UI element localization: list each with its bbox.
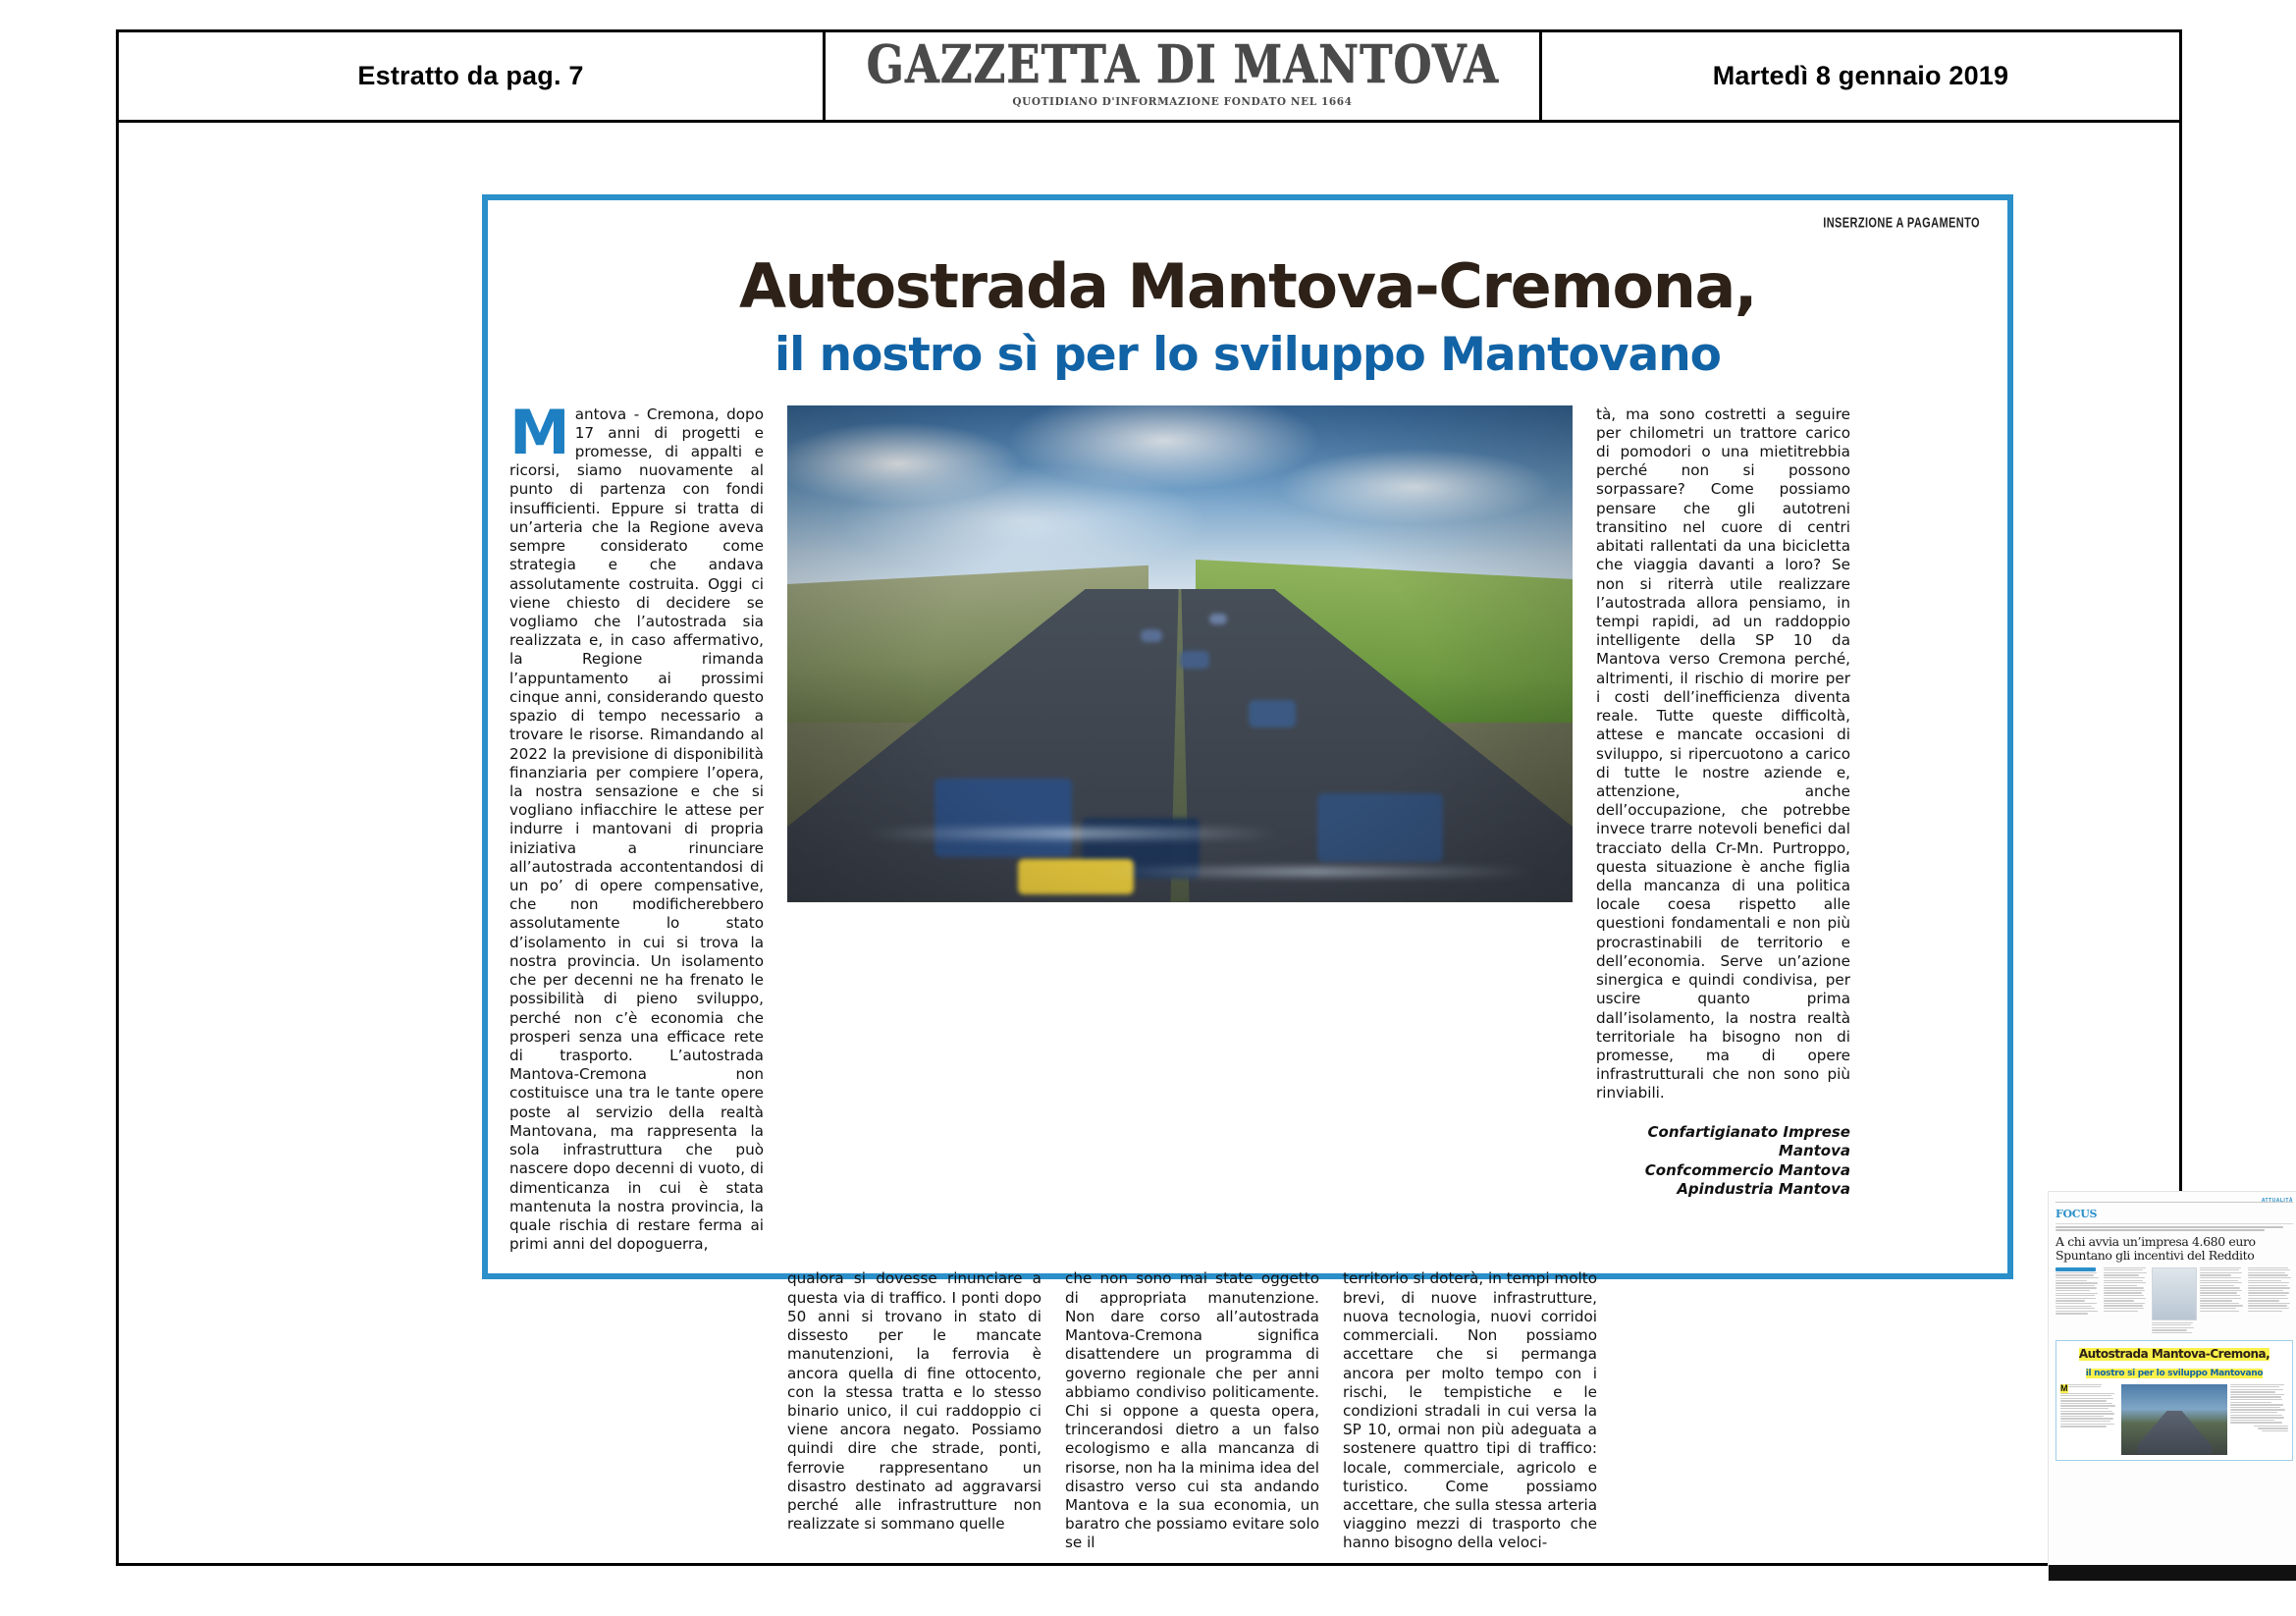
thumbnail-column [2056, 1267, 2101, 1335]
article-column-3-text: che non sono mai state oggetto di appropriata manutenzione. Non dare corso all’autostrada Mantova-Cremona significa disattendere un programma di governo regionale che per anni abbiamo condiviso politicamente. Chi si oppone a questa opera, trincerandosi dietro a un falso ecologismo e alla mancanza di risorse, non ha la minima idea del disastro verso cui sta andando Mantova e la sua economia, un baratro che possiamo evitare solo se il [1065, 1269, 1319, 1552]
article-column-3 [1065, 1269, 1319, 1552]
article-column-2-text: qualora si dovesse rinunciare a questa via di traffico. I ponti dopo 50 anni si trovano in stato di dissesto per le mancate manutenzioni, la ferrovia è ancora quella di fine ottocento, con la stessa tratta e lo stesso binario unico, il cui raddoppio ci viene ancora negato. Possiamo quindi dire che strade, ponti, ferrovie rappresentano un disastro destinato ad aggravarsi perché alle infrastrutture non realizzate si sommano quelle [787, 1269, 1041, 1534]
header-bar [119, 32, 2179, 123]
highway-photo [787, 405, 1573, 902]
newspaper-tagline: QUOTIDIANO D'INFORMAZIONE FONDATO NEL 1664 [1012, 95, 1353, 109]
article-column-5-text: tà, ma sono costretti a seguire per chilometri un trattore carico di pomodori o una mietitrebbia perché non si possono sorpassare? Come possiamo pensare che gli autotreni transitino nel cuore di centri abitati rallentati da una bicicletta che viaggia davanti a loro? Se non si riterrà utile realizzare l’autostrada allora pensiamo, in tempi rapidi, ad un raddoppio intelligente della SP 10 da Mantova verso Cremona perché, altrimenti, il rischio di morire per i costi dell’inefficienza diventa reale. Tutte queste difficoltà, attese e mancate occasioni di sviluppo, si ripercuotono a carico di tutte le nostre aziende e, attenzione, anche dell’occupazione, che potrebbe invece trarre notevoli benefici dal tracciato della Cr-Mn. Purtroppo, questa situazione è anche figlia della mancanza di una politica locale coesa rispetto alle questioni fondamentali e non più procrastinabili de territorio e dell’economia. Serve un’azione sinergica e quindi condivisa, per uscire quanto prima dall’isolamento, la nostra realtà territoriale ha bisogno non di promesse, ma di opere infrastrutturali che non sono più rinviabili. [1596, 404, 1850, 1103]
article-column-1-spacer [509, 1269, 764, 1552]
ad-bottom-row [509, 1269, 1986, 1552]
article-column-5 [1596, 405, 1850, 1255]
header-date-cell [1542, 32, 2179, 120]
thumbnail-headline-line-1: A chi avvia un’impresa 4.680 euro [2056, 1233, 2256, 1249]
paid-insertion-notice: INSERZIONE A PAGAMENTO [1823, 215, 1980, 232]
article-column-4 [1343, 1269, 1597, 1552]
article-column-4-text: territorio si doterà, in tempi molto brevi, di nuove infrastrutture, nuova tecnologia, nuovi corridoi commerciali. Non possiamo accettare che si permanga ancora per molto tempo con i rischi, le tempistiche e le condizioni stradali in cui versa la SP 10, ormai non più adeguata a sostenere quattro tipi di traffico: locale, commerciale, agricolo e turistico. Come possiamo accettare, che sulla stessa arteria viaggino mezzi di trasporto che hanno bisogno della veloci- [1343, 1269, 1597, 1552]
article-column-1-text: antova - Cremona, dopo 17 anni di progetti e promesse, di appalti e ricorsi, siamo nuovamente al punto di partenza con fondi insufficienti. Eppure si tratta di un’arteria che la Regione aveva sempre considerato come strategia e che andava assolutamente costruita. Oggi ci viene chiesto di decidere se vogliamo che l’autostrada sia realizzata e, in caso affermativo, la Regione rimanda l’appuntamento ai prossimi cinque anni, considerando questo spazio di tempo necessario a trovare le risorse. Rimandando al 2022 la previsione di disponibilità finanziaria per compiere l’opera, la nostra sensazione e che si vogliano infiacchire le attese per indurre i mantovani di propria iniziativa a rinunciare all’autostrada accontentandosi di un po’ di opere compensative, che non modificherebbero assolutamente lo stato d’isolamento in cui si trova la nostra provincia. Un isolamento che per decenni ne ha frenato le possibilità di pieno sviluppo, perché non c’è economia che prosperi senza una efficace rete di trasporto. L’autostrada Mantova-Cremona non costituisce una tra le tante opere poste al servizio della realtà Mantovana, ma rappresenta la sola infrastruttura che può nascere dopo decenni di vuoto, di dimenticanza in cui è stata mantenuta la nostra provincia, la quale rischia di restare ferma ai primi anni del dopoguerra, [509, 404, 764, 1254]
thumbnail-headline [2056, 1235, 2293, 1264]
thumbnail-ad-dropcap: M [2060, 1382, 2068, 1393]
signature-line-3: Apindustria Mantova [1677, 1180, 1850, 1199]
ad-top-row [509, 396, 1986, 1255]
thumbnail-kicker [2056, 1223, 2293, 1231]
clipping-page-frame [116, 29, 2293, 1566]
thumbnail-ad-box [2056, 1340, 2293, 1461]
thumbnail-ad-photo [2121, 1384, 2227, 1455]
thumbnail-ad-title: Autostrada Mantova-Cremona, [2078, 1346, 2270, 1361]
ad-body [509, 396, 1986, 1553]
thumbnail-ad-column [2230, 1384, 2288, 1455]
ad-headline-sub: il nostro sì per lo sviluppo Mantovano [774, 328, 1721, 383]
thumbnail-top-rule [2056, 1198, 2293, 1203]
publication-date: Martedì 8 gennaio 2019 [1712, 61, 2009, 90]
ad-signature [1596, 1123, 1850, 1200]
signature-line-2: Confcommercio Mantova [1644, 1160, 1850, 1179]
thumbnail-column [2200, 1267, 2245, 1335]
thumbnail-page [2048, 1191, 2296, 1582]
article-column-5-spacer [1621, 1269, 1875, 1552]
thumbnail-columns [2056, 1267, 2293, 1335]
thumbnail-column [2248, 1267, 2293, 1335]
photo-vignette [787, 405, 1573, 902]
header-extract-cell [119, 32, 826, 120]
thumbnail-headline-line-2: Spuntano gli incentivi del Reddito [2056, 1248, 2255, 1264]
article-column-2 [787, 1269, 1041, 1552]
thumbnail-ad-body [2060, 1384, 2288, 1455]
drop-cap-letter: M [509, 396, 570, 468]
signature-line-1: Confartigianato Imprese Mantova [1647, 1122, 1850, 1160]
extract-page-label: Estratto da pag. 7 [357, 61, 584, 90]
thumbnail-section-label: ATTUALITÀ [2261, 1198, 2293, 1204]
thumbnail-column-with-photo [2152, 1267, 2197, 1335]
thumbnail-ad-column [2060, 1384, 2118, 1455]
page-thumbnail[interactable] [2048, 1191, 2296, 1582]
thumbnail-ad-signature [2230, 1426, 2288, 1431]
advertisement-clipping [482, 194, 2013, 1552]
article-column-1 [509, 396, 764, 1255]
thumbnail-bottom-bar [2049, 1565, 2296, 1581]
thumbnail-focus-label: FOCUS [2056, 1208, 2098, 1220]
header-masthead-cell [826, 32, 1542, 120]
thumbnail-inner-photo [2152, 1267, 2197, 1320]
ad-headline-main: Autostrada Mantova-Cremona, [738, 250, 1757, 322]
thumbnail-column [2104, 1267, 2149, 1335]
thumbnail-ad-subtitle: il nostro si per lo sviluppo Mantovano [2085, 1368, 2264, 1378]
newspaper-masthead: GAZZETTA DI MANTOVA [866, 34, 1499, 96]
